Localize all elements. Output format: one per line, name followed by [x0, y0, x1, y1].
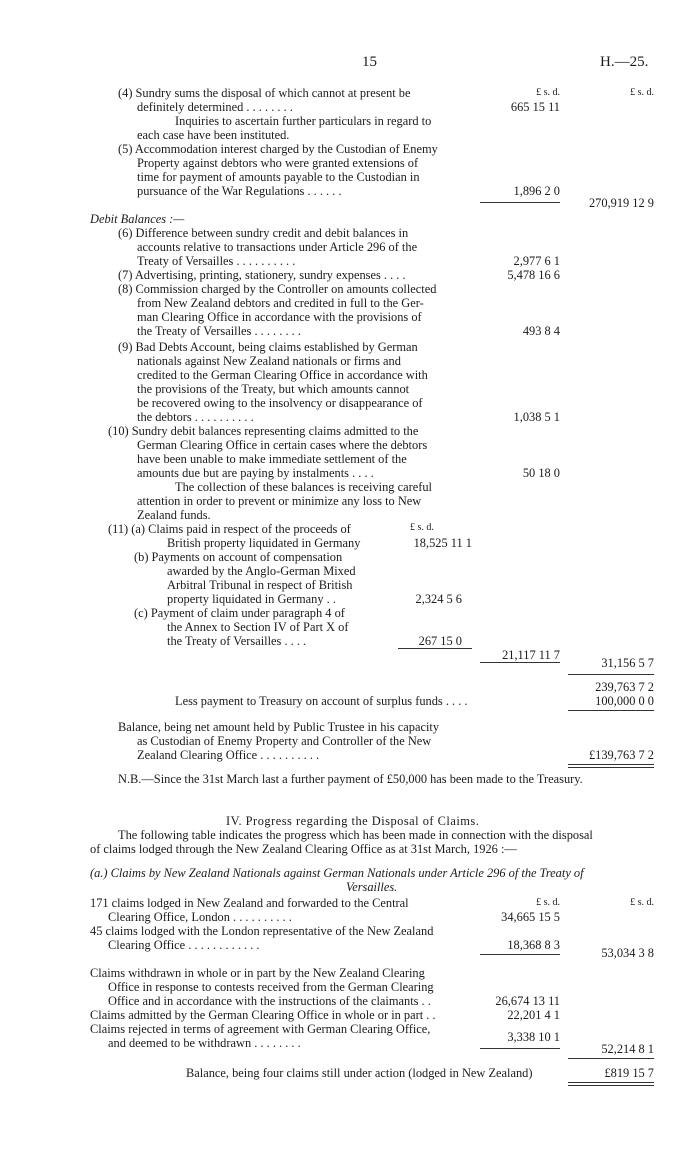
item-11-c-amount: 267 15 0 [418, 634, 462, 648]
item-11-a-line-1: (11) (a) Claims paid in respect of the proceeds of [108, 522, 351, 536]
debit-balances-heading: Debit Balances :— [90, 212, 185, 226]
item-11-b-line-1: (b) Payments on account of compensation [134, 550, 343, 564]
balance-line-3: Zealand Clearing Office . . . . . . . . . . [137, 748, 320, 762]
item-8-line-4: the Treaty of Versailles . . . . . . . . [137, 324, 301, 338]
item-10-line-7: Zealand funds. [137, 508, 211, 522]
item-10-line-2: German Clearing Office in certain cases where the debtors [137, 438, 428, 452]
withdrawn-line-1: Claims withdrawn in whole or in part by the New Zealand Clearing [90, 966, 425, 980]
rule [480, 1048, 560, 1049]
section-iv-title: IV. Progress regarding the Disposal of Claims. [226, 814, 480, 828]
item-10-line-1: (10) Sundry debit balances representing claims admitted to the [108, 424, 419, 438]
item-11-c-line-3: the Treaty of Versailles . . . . [167, 634, 307, 648]
item-5-line-2: Property against debtors who were granted extensions of [137, 156, 419, 170]
item-11-b-amount: 2,324 5 6 [415, 592, 462, 606]
rule [568, 1085, 654, 1086]
item-6-amount: 2,977 6 1 [513, 254, 560, 268]
withdrawn-amount: 26,674 13 11 [495, 994, 560, 1008]
rule [568, 767, 654, 768]
claims-row-1-line-1: 171 claims lodged in New Zealand and forwarded to the Central [90, 896, 409, 910]
balance-line-2: as Custodian of Enemy Property and Controller of the New [137, 734, 432, 748]
less-treasury-text: Less payment to Treasury on account of surplus funds . . . . [175, 694, 468, 708]
section-iv-intro-2: of claims lodged through the New Zealand Clearing Office as at 31st March, 1926 :— [90, 842, 517, 856]
item-10-amount: 50 18 0 [522, 466, 560, 480]
item-6-line-3: Treaty of Versailles . . . . . . . . . . [137, 254, 296, 268]
item-5-amount: 1,896 2 0 [513, 184, 560, 198]
claims-row-2-amount: 18,368 8 3 [507, 938, 560, 952]
item-4-line-3: Inquiries to ascertain further particulars in regard to [175, 114, 432, 128]
item-11-c-line-2: the Annex to Section IV of Part X of [167, 620, 349, 634]
item-6-line-1: (6) Difference between sundry credit and debit balances in [118, 226, 409, 240]
claims-balance-amount: £819 15 7 [604, 1066, 654, 1080]
rule [480, 954, 560, 955]
page-number: 15 [362, 54, 377, 70]
balance-line-1: Balance, being net amount held by Public Trustee in his capacity [118, 720, 440, 734]
item-11-b-line-2: awarded by the Anglo-German Mixed [167, 564, 356, 578]
item-10-line-5: The collection of these balances is receiving careful [175, 480, 432, 494]
item-11-c-line-1: (c) Payment of claim under paragraph 4 of [134, 606, 345, 620]
balance-amount: £139,763 7 2 [588, 748, 654, 762]
rule [568, 674, 654, 675]
claims-row-1-line-2: Clearing Office, London . . . . . . . . . . [108, 910, 292, 924]
item-4-line-1: (4) Sundry sums the disposal of which cannot at present be [118, 86, 411, 100]
item-7-line-1: (7) Advertising, printing, stationery, sundry expenses . . . . [118, 268, 406, 282]
rejected-line-1: Claims rejected in terms of agreement with German Clearing Office, [90, 1022, 431, 1036]
rule [480, 662, 560, 663]
item-4-amount: 665 15 11 [510, 100, 560, 114]
nb-note: N.B.—Since the 31st March last a further payment of £50,000 has been made to the Treasury. [118, 772, 583, 786]
rule [568, 710, 654, 711]
item-11-a-amount: 18,525 11 1 [413, 536, 472, 550]
section-iv-subheading-2: Versailles. [346, 880, 398, 894]
item-5-line-3: time for payment of amounts payable to the Custodian in [137, 170, 420, 184]
section-iv-subheading-1: (a.) Claims by New Zealand Nationals against German Nationals under Article 296 of the Treaty of [90, 866, 584, 880]
claims-row-2-line-1: 45 claims lodged with the London representative of the New Zealand [90, 924, 434, 938]
item-4-line-2: definitely determined . . . . . . . . [137, 100, 293, 114]
item-11-amount: 21,117 11 7 [502, 648, 560, 662]
rule [568, 1082, 654, 1083]
item-8-amount: 493 8 4 [522, 324, 560, 338]
withdrawn-line-3: Office and in accordance with the instructions of the claimants . . [108, 994, 431, 1008]
item-8-line-1: (8) Commission charged by the Controller on amounts collected [118, 282, 437, 296]
claims-balance-text: Balance, being four claims still under action (lodged in New Zealand) [186, 1066, 533, 1080]
item-11-a-line-2: British property liquidated in Germany [167, 536, 361, 550]
col-head-inner: £ s. d. [536, 897, 560, 908]
admitted-line: Claims admitted by the German Clearing Office in whole or in part . . [90, 1008, 436, 1022]
claims-row-2-line-2: Clearing Office . . . . . . . . . . . . [108, 938, 260, 952]
less-treasury-amount: 100,000 0 0 [595, 694, 654, 708]
col-head-inner: £ s. d. [536, 87, 560, 98]
item-10-line-3: have been unable to make immediate settlement of the [137, 452, 407, 466]
item-9-line-2: nationals against New Zealand nationals or firms and [137, 354, 401, 368]
item-5-line-1: (5) Accommodation interest charged by the Custodian of Enemy [118, 142, 438, 156]
rule [398, 648, 472, 649]
rejected-amount: 3,338 10 1 [507, 1030, 560, 1044]
rule [568, 764, 654, 765]
withdrawn-line-2: Office in response to contests received from the German Clearing [108, 980, 434, 994]
item-9-line-4: the provisions of the Treaty, but which amounts cannot [137, 382, 410, 396]
item-5-line-4: pursuance of the War Regulations . . . . . . [137, 184, 342, 198]
credit-total: 270,919 12 9 [588, 196, 654, 210]
rule [480, 202, 560, 203]
item-11-sub-heads: £ s. d. [410, 522, 434, 533]
item-9-line-1: (9) Bad Debts Account, being claims established by German [118, 340, 418, 354]
net-amount: 239,763 7 2 [595, 680, 654, 694]
rejected-line-2: and deemed to be withdrawn . . . . . . . . [108, 1036, 301, 1050]
item-11-b-line-3: Arbitral Tribunal in respect of British [167, 578, 353, 592]
item-8-line-2: from New Zealand debtors and credited in full to the Ger- [137, 296, 424, 310]
item-8-line-3: man Clearing Office in accordance with the provisions of [137, 310, 422, 324]
item-9-line-3: credited to the German Clearing Office in accordance with [137, 368, 428, 382]
admitted-amount: 22,201 4 1 [507, 1008, 560, 1022]
item-10-line-6: attention in order to prevent or minimize any loss to New [137, 494, 422, 508]
lodged-total: 53,034 3 8 [601, 946, 654, 960]
disposed-total: 52,214 8 1 [601, 1042, 654, 1056]
col-head-outer: £ s. d. [630, 87, 654, 98]
item-10-line-4: amounts due but are paying by instalments . . . . [137, 466, 374, 480]
item-6-line-2: accounts relative to transactions under Article 296 of the [137, 240, 418, 254]
rule [568, 1058, 654, 1059]
document-reference: H.—25. [600, 54, 649, 70]
item-11-b-line-4: property liquidated in Germany . . [167, 592, 336, 606]
item-4-line-4: each case have been instituted. [137, 128, 290, 142]
item-9-line-5: be recovered owing to the insolvency or disappearance of [137, 396, 423, 410]
item-9-line-6: the debtors . . . . . . . . . . [137, 410, 254, 424]
col-head-outer: £ s. d. [630, 897, 654, 908]
item-7-amount: 5,478 16 6 [507, 268, 560, 282]
claims-row-1-amount: 34,665 15 5 [501, 910, 560, 924]
debit-total: 31,156 5 7 [601, 656, 654, 670]
item-9-amount: 1,038 5 1 [513, 410, 560, 424]
section-iv-intro-1: The following table indicates the progress which has been made in connection with the disposal [118, 828, 593, 842]
